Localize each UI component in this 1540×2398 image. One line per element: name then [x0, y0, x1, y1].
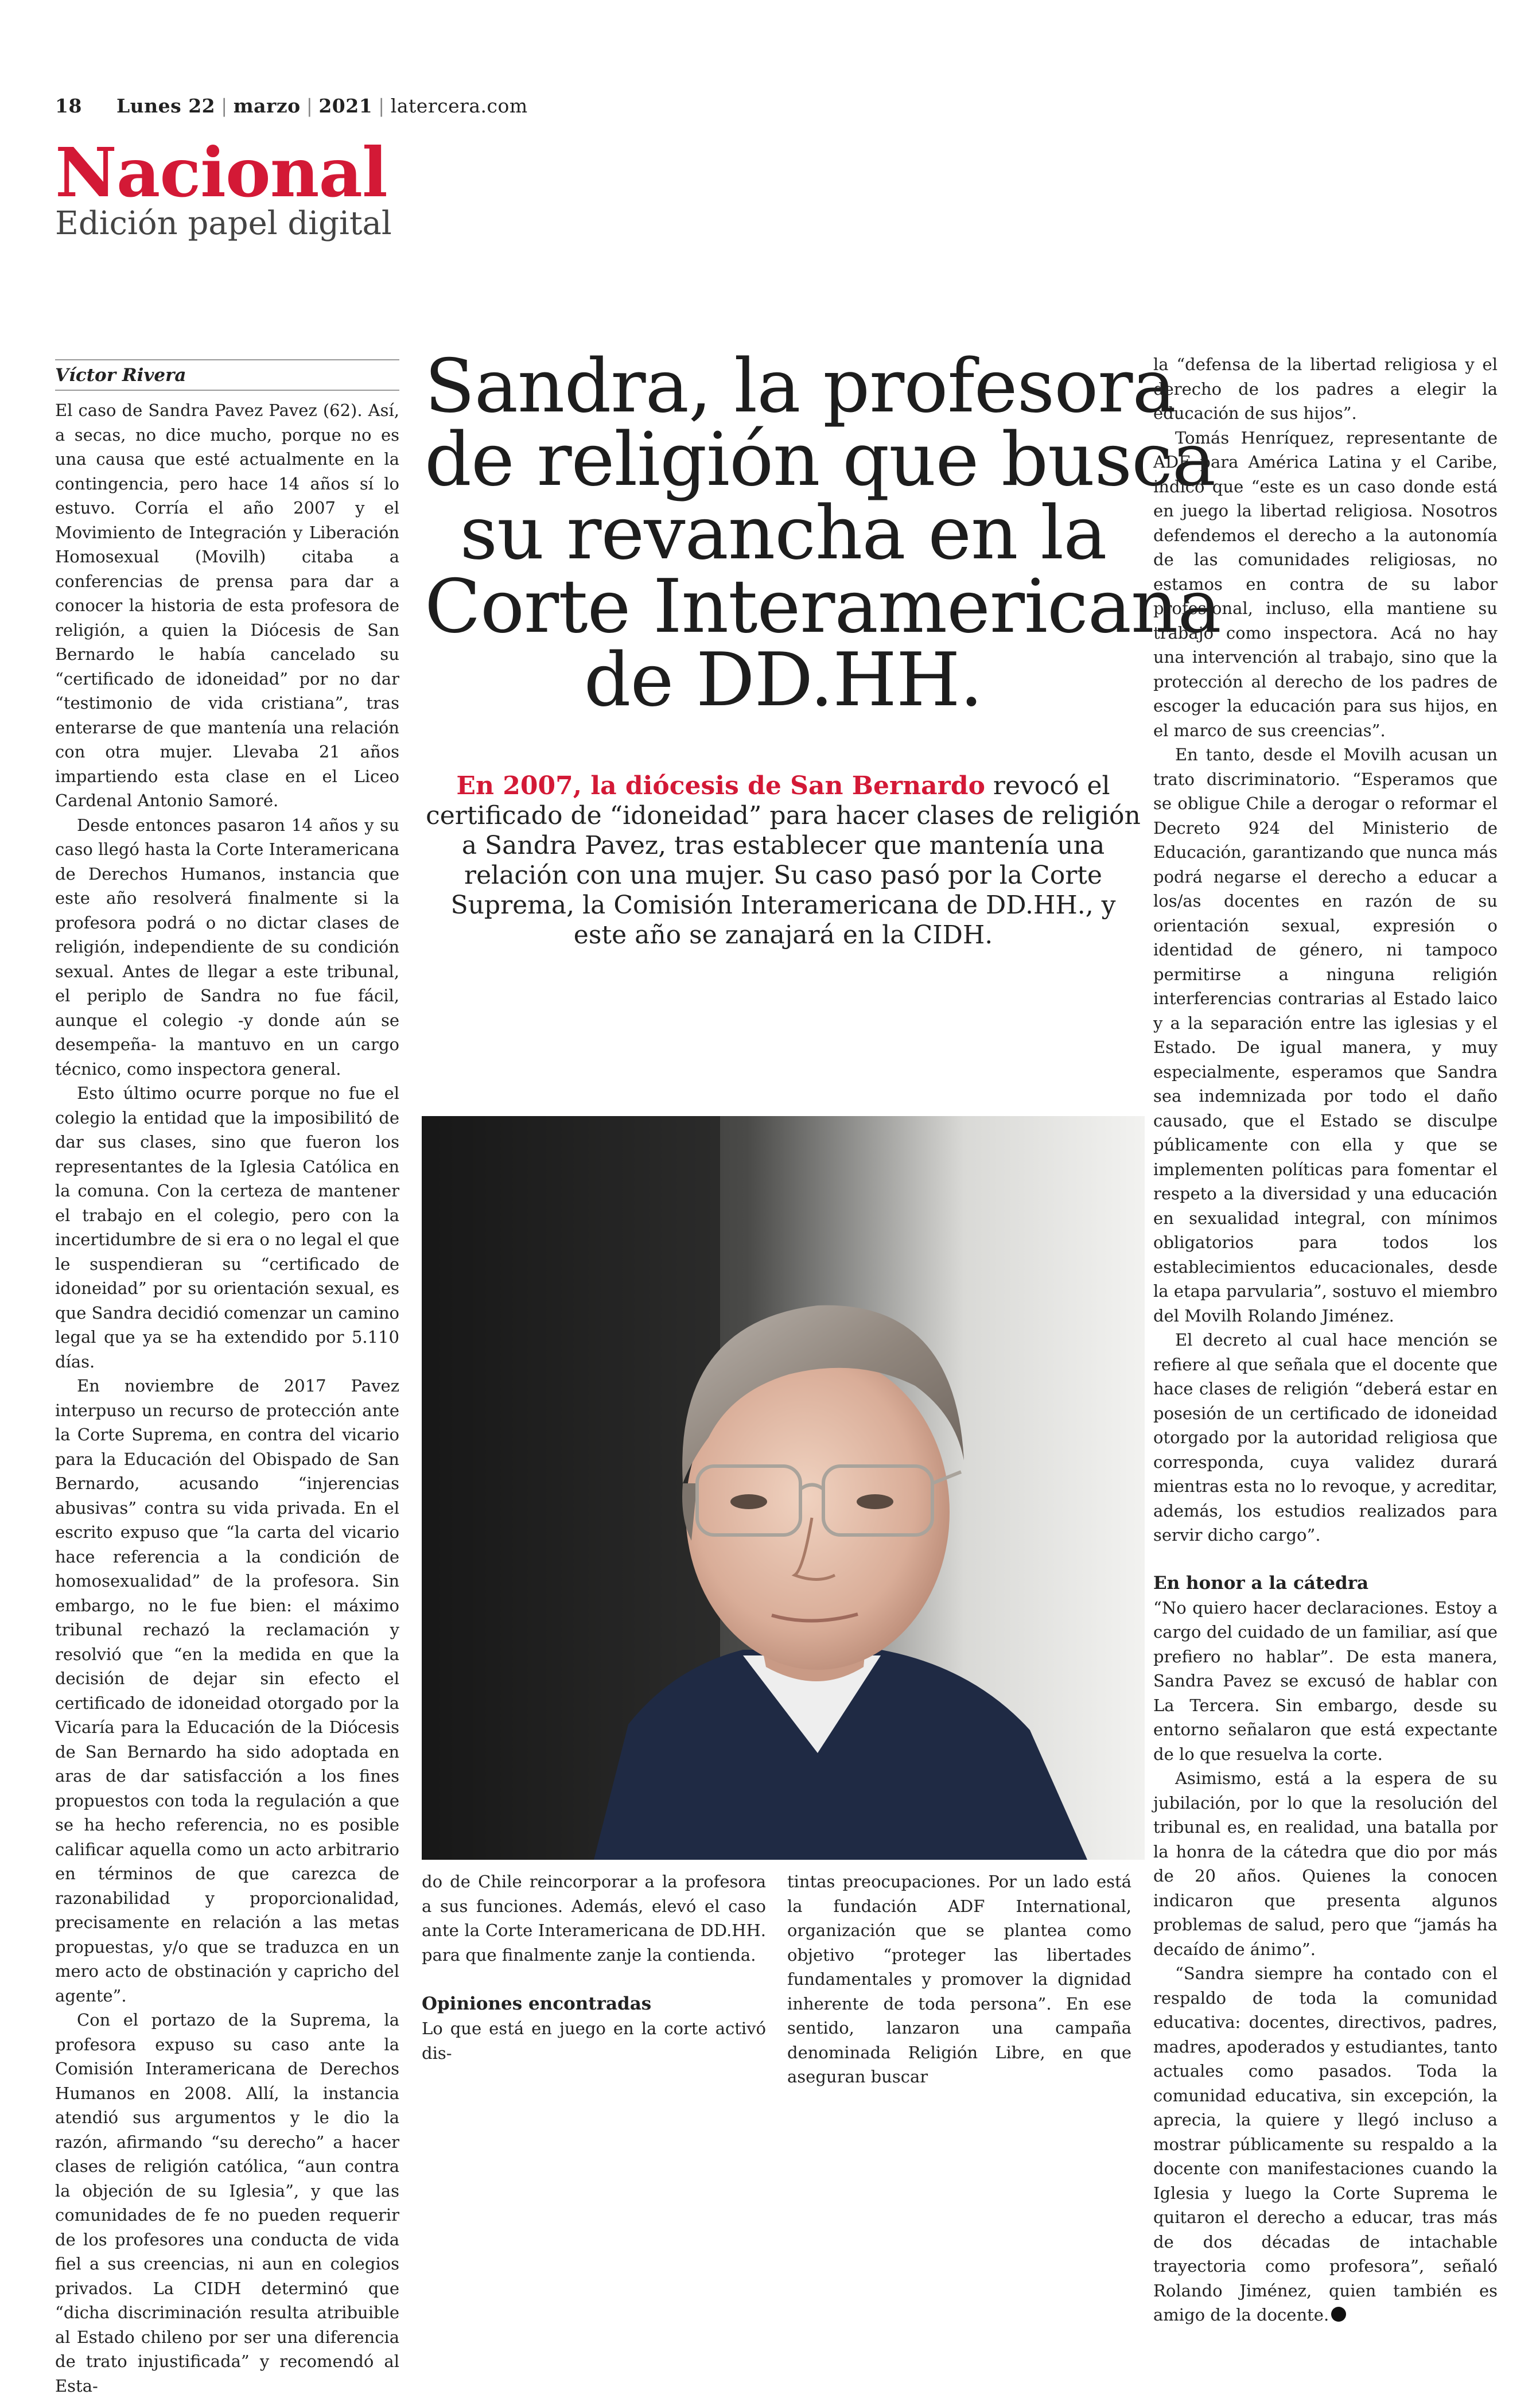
- paragraph: El decreto al cual hace mención se refiere al que señala que el docente que hace clases de religión “deberá estar en posesión de un certificado de idoneidad otorgado por la autoridad religiosa que corresponda, cuya validez durará mientras esta no lo revoque, y acreditar, además, los estudios realizados para servir dicho cargo”.: [1153, 1330, 1498, 1545]
- page-number: 18: [55, 95, 82, 117]
- end-mark-icon: [1331, 2307, 1346, 2322]
- headline-line: su revancha en la: [460, 491, 1107, 576]
- headline-line: Sandra, la profesora: [425, 344, 1176, 429]
- paragraph: do de Chile reincorporar a la profesora a sus funciones. Además, elevó el caso ante la Corte Interamericana de DD.HH. para que finalmente zanje la contienda.: [422, 1872, 766, 1965]
- paragraph: Esto último ocurre porque no fue el colegio la entidad que la imposibilitó de dar sus clases, sino que fueron los representantes de la Iglesia Católica en la comuna. Con la certeza de mantener el trabajo en el colegio, pero con la incertidumbre de si era o no legal el que le suspendieran su “certificado de idoneidad” por su orientación sexual, es que Sandra decidió comenzar un camino legal que ya se ha extendido por 5.110 días.: [55, 1083, 399, 1371]
- paragraph: la “defensa de la libertad religiosa y el derecho de los padres a elegir la educación de sus hijos”.: [1153, 355, 1498, 423]
- subhead-catedra: En honor a la cátedra: [1153, 1572, 1369, 1594]
- paragraph: En noviembre de 2017 Pavez interpuso un recurso de protección ante la Corte Suprema, en contra del vicario para la Educación del Obispado de San Bernardo, acusando “injerencias abusivas” contra su vida privada. En el escrito expuso que “la carta del vicario hace referencia a la condición de homosexualidad” de la profesora. Sin embargo, no le fue bien: el máximo tribunal rechazó la reclamación y resolvió que “en la medida en que la decisión de dejar sin efecto el certificado de idoneidad otorgado por la Vicaría para la Educación de la Diócesis de San Bernardo ha sido adoptada en aras de dar satisfacción a los fines propuestos con toda la regulación a que se ha hecho referencia, no es posible calificar aquella como un acto arbitrario en términos de que carezca de razonabilidad y proporcionalidad, precisamente en relación a las metas propuestas, y/o que se traduzca en un mero acto de obstinación y capricho del agente”.: [55, 1376, 399, 2006]
- article-column-3: [787, 1870, 1131, 2089]
- article-column-4: [1153, 352, 1498, 2327]
- headline-line: de religión que busca: [425, 417, 1216, 503]
- headline-line: Corte Interamericana: [425, 564, 1221, 650]
- paragraph-final: [1153, 1961, 1498, 2327]
- lead-paragraph: [422, 771, 1145, 950]
- paragraph: tintas preocupaciones. Por un lado está la fundación ADF International, organización que se plantea como objetivo “proteger las libertades fundamentales y promover la dignidad inherente de toda persona”. En ese sentido, lanzaron una campaña denominada Religión Libre, en que aseguran buscar: [787, 1872, 1131, 2086]
- lead-text: revocó el certificado de “idoneidad” para hacer clases de religión a Sandra Pavez, tras establecer que mantenía una relación con una mujer. Su caso pasó por la Corte Suprema, la Comisión Interamericana de DD.HH., y este año se zanajará en la CIDH.: [426, 771, 1141, 950]
- article-column-2: [422, 1870, 766, 2065]
- issue-year: 2021: [318, 95, 373, 117]
- folio-line: 18 Lunes 22 | marzo | 2021 | latercera.com: [55, 95, 528, 117]
- paragraph: En tanto, desde el Movilh acusan un trato discriminatorio. “Esperamos que se obligue Chile a derogar o reformar el Decreto 924 del Ministerio de Educación, garantizando que nunca más podrá negarse el derecho a educar a los/as docentes en razón de su orientación sexual, expresión o identidad de género, ni tampoco permitirse a ninguna religión interferencias contrarias al Estado laico y a la separación entre las iglesias y el Estado. De igual manera, y muy especialmente, esperamos que Sandra sea indemnizada por todo el daño causado, que el Estado se disculpe públicamente con ella y que se implementen políticas para fomentar el respeto a la diversidad y una educación en sexualidad integral, con mínimos obligatorios para todos los establecimientos educacionales, desde la etapa parvularia”, sostuvo el miembro del Movilh Rolando Jiménez.: [1153, 745, 1498, 1326]
- paragraph: Lo que está en juego en la corte activó dis-: [422, 2019, 766, 2063]
- byline-rule: [55, 359, 399, 360]
- portrait-photo: [422, 1116, 1145, 1860]
- paragraph: Desde entonces pasaron 14 años y su caso llegó hasta la Corte Interamericana de Derechos Humanos, instancia que este año resolverá finalmente si la profesora podrá o no dictar clases de religión, independiente de su condición sexual. Antes de llegar a este tribunal, el periplo de Sandra no fue fácil, aunque el colegio -y donde aún se desempeña- la mantuvo en un cargo técnico, como inspectora general.: [55, 815, 399, 1079]
- final-text: “Sandra siempre ha contado con el respaldo de toda la comunidad educativa: docentes, directivos, padres, madres, apoderados y estudiantes, tanto actuales como pasados. Toda la comunidad educativa, sin excepción, la aprecia, la quiere y llegó incluso a mostrar públicamente su respaldo a la docente con manifestaciones cuando la Iglesia y luego la Corte Suprema le quitaron el derecho a educar, tras más de dos décadas de intachable trayectoria como profesora”, señaló Rolando Jiménez, quien también es amigo de la docente.: [1153, 1964, 1498, 2325]
- issue-day: Lunes 22: [116, 95, 216, 117]
- headline-line: de DD.HH.: [584, 638, 983, 723]
- byline-rule-bottom: [55, 390, 399, 391]
- edition-label: Edición papel digital: [55, 205, 392, 242]
- paragraph: Con el portazo de la Suprema, la profesora expuso su caso ante la Comisión Interamericana de Derechos Humanos en 2008. Allí, la instancia atendió sus argumentos y le dio la razón, afirmando “su derecho” a hacer clases de religión católica, “aun contra la objeción de su Iglesia”, y que las comunidades de fe no pueden requerir de los profesores una conducta de vida fiel a sus creencias, ni aun en colegios privados. La CIDH determinó que “dicha discriminación resulta atribuible al Estado chileno por ser una diferencia de trato injustificada” y recomendó al Esta-: [55, 2010, 399, 2396]
- paragraph: “No quiero hacer declaraciones. Estoy a cargo del cuidado de un familiar, así que prefiero no hablar”. De esta manera, Sandra Pavez se excusó de hablar con La Tercera. Sin embargo, desde su entorno señalaron que está expectante de lo que resuelva la corte.: [1153, 1598, 1498, 1764]
- issue-month: marzo: [233, 95, 301, 117]
- section-title: Nacional: [55, 133, 387, 212]
- headline: [425, 344, 1221, 723]
- paragraph: Asimismo, está a la espera de su jubilación, por lo que la resolución del tribunal es, en realidad, una batalla por la honra de la cátedra que dio por más de 20 años. Quienes la conocen indicaron que presenta algunos problemas de salud, pero que “jamás ha decaído de ánimo”.: [1153, 1769, 1498, 1959]
- paragraph: Tomás Henríquez, representante de ADF para América Latina y el Caribe, indicó que “este es un caso donde está en juego la libertad religiosa. Nosotros defendemos el derecho a la autonomía de las comunidades religiosas, no estamos en contra de su labor profesional, incluso, ella mantiene su trabajo como inspectora. Acá no hay una intervención al trabajo, sino que la protección al derecho de los padres de escoger la educación para sus hijos, en el marco de sus creencias”.: [1153, 427, 1498, 740]
- lead-highlight: En 2007, la diócesis de San Bernardo: [456, 771, 985, 800]
- site-name: latercera.com: [390, 95, 528, 117]
- article-column-1: [55, 398, 399, 2398]
- byline: Víctor Rivera: [55, 365, 186, 386]
- paragraph: El caso de Sandra Pavez Pavez (62). Así, a secas, no dice mucho, porque no es una causa que esté actualmente en la contingencia, pero hace 14 años sí lo estuvo. Corría el año 2007 y el Movimiento de Integración y Liberación Homosexual (Movilh) citaba a conferencias de prensa para dar a conocer la historia de esta profesora de religión, a quien la Diócesis de San Bernardo le había cancelado su “certificado de idoneidad” por no dar “testimonio de vida cristiana”, tras enterarse de que mantenía una relación con otra mujer. Llevaba 21 años impartiendo esta clase en el Liceo Cardenal Antonio Samoré.: [55, 401, 399, 810]
- subhead-opiniones: Opiniones encontradas: [422, 1993, 652, 2014]
